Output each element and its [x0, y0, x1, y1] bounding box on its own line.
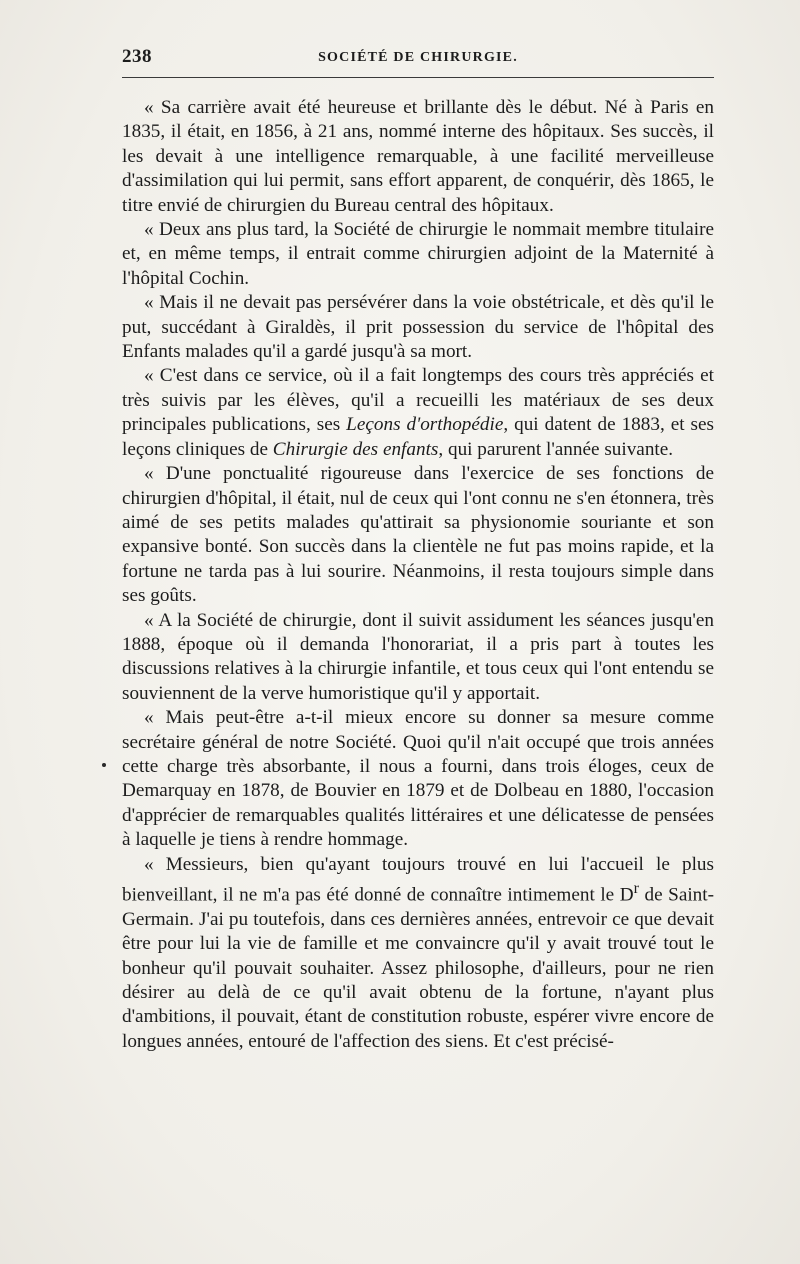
paragraph-society: « Deux ans plus tard, la Société de chirurgie le nommait membre titulaire et, en même temps, il entrait comme chirurgien adjoint de la Maternité à l'hôpital Cochin. — [122, 219, 714, 289]
publications-text-2: , qui datent de 1883, et ses leçons cliniques de — [122, 414, 714, 460]
publications-text-1: « C'est dans ce service, où il a fait longtemps des cours très appréciés et très suivis par les élèves, qu'il a recueilli les matériaux de ses deux principales publications, ses — [122, 365, 714, 436]
publications-text-3: , qui parurent l'année suivante. — [438, 438, 674, 460]
body-text — [122, 96, 714, 1054]
running-title: SOCIÉTÉ DE CHIRURGIE. — [318, 50, 518, 65]
paragraph-discussions: « A la Société de chirurgie, dont il suivit assidument les séances jusqu'en 1888, époque où il demanda l'honorariat, il a pris part à toutes les discussions relatives à la chirurgie infantile, et tous ceux qui l'ont entendu se souviennent de la verve humoristique qu'il y apportait. — [122, 609, 714, 704]
page-header — [122, 40, 714, 72]
publication-title-chirurgie: Chirurgie des enfants — [272, 438, 439, 460]
margin-mark — [102, 763, 106, 767]
paragraph-career: « Sa carrière avait été heureuse et brillante dès le début. Né à Paris en 1835, il était, en 1856, à 21 ans, nommé interne des hôpitaux. Ses succès, il les devait à une intelligence remarquable, à une facilité merveilleuse d'assimilation qui lui permit, sans effort apparent, de conquérir, dès 1865, le titre envié de chirurgien du Bureau central des hôpitaux. — [122, 97, 714, 216]
family-text-1: « Messieurs, bien qu'ayant toujours trouvé en lui l'accueil le plus bienveillant, il ne m'a pas été donné de connaître intimement le D — [122, 853, 714, 906]
paragraph-obstetrics: « Mais il ne devait pas persévérer dans la voie obstétricale, et dès qu'il le put, succédant à Giraldès, il prit possession du service de l'hôpital des Enfants malades qu'il a gardé jusqu'à sa mort. — [122, 292, 714, 363]
page-number: 238 — [122, 46, 152, 67]
paragraph-publications — [122, 364, 714, 462]
doctor-abbrev-superscript: r — [633, 880, 639, 897]
family-text-2: de Saint-Germain. J'ai pu toutefois, dans ces dernières années, entrevoir ce que devait être pour lui la vie de famille et me convaincre qu'il y avait trouvé tout le bonheur qu'il pouvait souhaiter. Assez philosophe, d'ailleurs, pour ne rien désirer au delà de ce qu'il avait obtenu de la fortune, n'ayant plus d'ambitions, il pouvait, étant de constitution robuste, espérer vivre encore de longues années, entouré de l'affection des siens. Et c'est précisé- — [122, 884, 714, 1052]
publication-title-orthopedie: Leçons d'orthopédie — [346, 414, 504, 436]
paragraph-secretary: « Mais peut-être a-t-il mieux encore su donner sa mesure comme secrétaire général de notre Société. Quoi qu'il n'ait occupé que trois années cette charge très absorbante, il nous a fourni, dans trois éloges, ceux de Demarquay en 1878, de Bouvier en 1879 et de Dolbeau en 1880, l'occasion d'apprécier de remarquables qualités littéraires et une délicatesse de pensées à laquelle je tiens à rendre hommage. — [122, 707, 714, 851]
paragraph-punctuality: « D'une ponctualité rigoureuse dans l'exercice de ses fonctions de chirurgien d'hôpital, il était, nul de ceux qui l'ont connu ne s'en étonnera, très aimé de ses petits malades qu'attirait sa physionomie souriante et son expansive bonté. Son succès dans la clientèle ne fut pas moins rapide, et la fortune ne tarda pas à lui sourire. Néanmoins, il resta toujours simple dans ses goûts. — [122, 463, 714, 607]
paragraph-family — [122, 853, 714, 1055]
header-rule — [122, 77, 714, 78]
